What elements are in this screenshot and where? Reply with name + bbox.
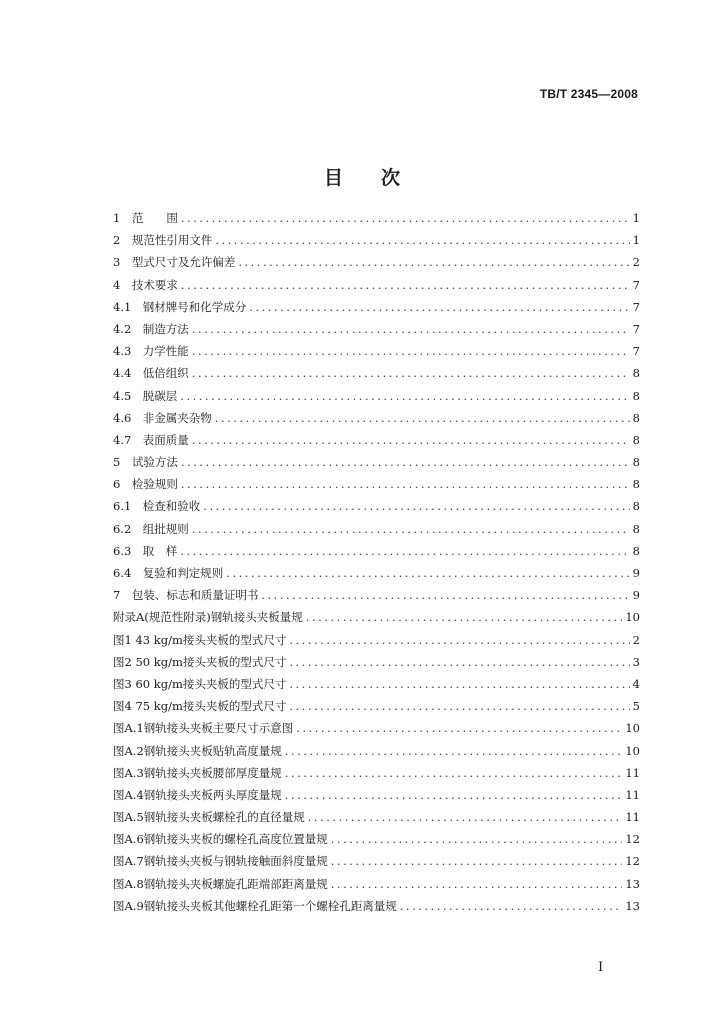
toc-leader-dots <box>181 455 630 469</box>
toc-leader-dots <box>203 499 629 513</box>
toc-entry[interactable] <box>113 720 640 742</box>
toc-entry[interactable] <box>113 765 640 787</box>
toc-entry-page: 8 <box>632 499 640 514</box>
toc-leader-dots <box>306 610 623 624</box>
toc-entry-label: 图1 43 kg/m接头夹板的型式尺寸 <box>113 632 287 647</box>
toc-entry-label: 6.4 复验和判定规则 <box>113 566 224 580</box>
toc-entry-label: 4.6 非金属夹杂物 <box>113 410 212 425</box>
toc-entry-label: 图4 75 kg/m接头夹板的型式尺寸 <box>113 699 287 714</box>
toc-entry-page: 7 <box>632 321 640 336</box>
toc-entry-label: 3 型式尺寸及允许偏差 <box>113 255 236 270</box>
toc-entry-page: 8 <box>632 366 640 381</box>
toc-entry[interactable] <box>113 632 640 654</box>
page-number: I <box>598 960 604 975</box>
toc-entry-page: 2 <box>632 255 640 270</box>
toc-entry-page: 8 <box>632 455 640 470</box>
toc-entry[interactable] <box>113 498 640 520</box>
toc-entry-page: 10 <box>625 743 640 758</box>
toc-entry-label: 5 试验方法 <box>113 455 178 470</box>
toc-entry-label: 4.2 制造方法 <box>113 321 189 336</box>
toc-entry-page: 7 <box>632 299 640 314</box>
toc-entry-page: 12 <box>625 854 640 869</box>
toc-leader-dots <box>289 677 629 691</box>
toc-leader-dots <box>285 788 623 802</box>
toc-entry[interactable] <box>113 743 640 765</box>
toc-leader-dots <box>331 877 623 891</box>
toc-entry-label: 7 包装、标志和质量证明书 <box>113 588 259 603</box>
toc-entry[interactable] <box>113 365 640 387</box>
toc-leader-dots <box>215 411 630 425</box>
toc-entry-label: 图A.1钢轨接头夹板主要尺寸示意图 <box>113 721 294 736</box>
toc-leader-dots <box>215 233 629 247</box>
toc-entry-page: 8 <box>632 432 640 447</box>
toc-entry-label: 4.4 低倍组织 <box>113 366 189 381</box>
toc-entry-page: 8 <box>632 521 640 536</box>
toc-leader-dots <box>226 566 629 580</box>
toc-leader-dots <box>238 255 629 269</box>
toc-entry-label: 4 技术要求 <box>113 277 178 292</box>
toc-entry[interactable] <box>113 299 640 321</box>
toc-entry-label: 图A.6钢轨接头夹板的螺栓孔高度位置量规 <box>113 832 328 847</box>
toc-entry-label: 图A.9钢轨接头夹板其他螺栓孔距第一个螺栓孔距离量规 <box>113 898 397 913</box>
toc-entry[interactable] <box>113 809 640 831</box>
toc-entry-label: 图A.3钢轨接头夹板腰部厚度量规 <box>113 765 282 780</box>
toc-entry[interactable] <box>113 521 640 543</box>
toc-leader-dots <box>296 721 622 735</box>
toc-entry[interactable] <box>113 787 640 809</box>
toc-entry[interactable] <box>113 654 640 676</box>
toc-entry[interactable] <box>113 254 640 276</box>
toc-leader-dots <box>289 633 629 647</box>
toc-leader-dots <box>180 544 629 558</box>
toc-entry[interactable] <box>113 476 640 498</box>
toc-entry-page: 10 <box>625 721 640 736</box>
toc-entry-label: 图3 60 kg/m接头夹板的型式尺寸 <box>113 676 287 691</box>
toc-entry-page: 13 <box>625 898 640 913</box>
toc-entry-page: 8 <box>632 410 640 425</box>
toc-entry-label: 4.5 脱碳层 <box>113 388 178 403</box>
toc-entry-page: 1 <box>632 211 640 225</box>
toc-entry-page: 11 <box>625 765 640 780</box>
toc-entry-page: 1 <box>632 233 640 248</box>
toc-leader-dots <box>192 433 630 447</box>
toc-title <box>0 163 724 190</box>
toc-entry-page: 9 <box>632 588 640 603</box>
toc-entry-page: 7 <box>632 344 640 359</box>
toc-entry-label: 图A.8钢轨接头夹板螺旋孔距端部距离量规 <box>113 876 328 891</box>
toc-entry[interactable] <box>113 432 640 454</box>
toc-entry-label: 6.2 组批规则 <box>113 521 189 536</box>
toc-entry[interactable] <box>113 853 640 875</box>
toc-entry-label: 6.1 检查和验收 <box>113 499 201 514</box>
toc-leader-dots <box>289 699 629 713</box>
toc-entry-label: 图A.7钢轨接头夹板与钢轨接触面斜度量规 <box>113 854 328 869</box>
toc-entry-label: 1 范 围 <box>113 211 178 225</box>
toc-entry[interactable] <box>113 587 640 609</box>
toc-leader-dots <box>192 522 630 536</box>
toc-entry-page: 5 <box>632 699 640 714</box>
toc-entry[interactable] <box>113 232 640 254</box>
toc-entry[interactable] <box>113 388 640 410</box>
toc-entry-page: 11 <box>625 810 640 825</box>
toc-entry-label: 6.3 取 样 <box>113 543 178 558</box>
toc-title-char-1: 目 <box>323 167 343 189</box>
toc-leader-dots <box>289 655 629 669</box>
toc-leader-dots <box>192 322 630 336</box>
toc-leader-dots <box>285 766 623 780</box>
toc-entry-page: 11 <box>625 787 640 802</box>
toc-entry-page: 10 <box>625 610 640 625</box>
toc-list <box>113 210 640 920</box>
toc-entry-page: 7 <box>632 277 640 292</box>
toc-leader-dots <box>181 278 630 292</box>
toc-entry[interactable] <box>113 277 640 299</box>
toc-entry[interactable] <box>113 609 640 631</box>
toc-leader-dots <box>285 744 623 758</box>
toc-entry[interactable] <box>113 876 640 898</box>
toc-entry-page: 9 <box>632 566 640 580</box>
toc-leader-dots <box>192 366 630 380</box>
toc-leader-dots <box>331 854 623 868</box>
toc-entry-page: 8 <box>632 543 640 558</box>
toc-leader-dots <box>181 477 630 491</box>
toc-entry-label: 图A.2钢轨接头夹板贴轨高度量规 <box>113 743 282 758</box>
toc-entry[interactable] <box>113 454 640 476</box>
toc-entry[interactable] <box>113 543 640 565</box>
toc-entry-label: 4.1 钢材牌号和化学成分 <box>113 299 247 314</box>
toc-entry-label: 图2 50 kg/m接头夹板的型式尺寸 <box>113 654 287 669</box>
toc-entry-label: 图A.5钢轨接头夹板螺栓孔的直径量规 <box>113 810 305 825</box>
toc-entry-label: 4.3 力学性能 <box>113 344 189 359</box>
toc-entry[interactable] <box>113 410 640 432</box>
document-code: TB/T 2345—2008 <box>539 87 638 101</box>
toc-leader-dots <box>192 344 630 358</box>
toc-entry-label: 6 检验规则 <box>113 477 178 492</box>
toc-entry-label: 4.7 表面质量 <box>113 432 189 447</box>
toc-entry-page: 4 <box>632 676 640 691</box>
toc-entry-page: 12 <box>625 832 640 847</box>
toc-leader-dots <box>308 810 623 824</box>
toc-entry[interactable] <box>113 343 640 365</box>
toc-leader-dots <box>180 389 629 403</box>
toc-entry[interactable] <box>113 321 640 343</box>
toc-leader-dots <box>400 899 623 913</box>
toc-entry-label: 2 规范性引用文件 <box>113 233 213 248</box>
toc-entry-page: 2 <box>632 632 640 647</box>
toc-entry-page: 8 <box>632 477 640 492</box>
toc-title-char-2: 次 <box>381 167 401 189</box>
toc-entry[interactable] <box>113 565 640 587</box>
toc-entry-label: 附录A(规范性附录)钢轨接头夹板量规 <box>113 610 303 625</box>
toc-entry[interactable] <box>113 831 640 853</box>
toc-entry[interactable] <box>113 698 640 720</box>
toc-entry-label: 图A.4钢轨接头夹板两头厚度量规 <box>113 787 282 802</box>
toc-leader-dots <box>181 211 630 225</box>
toc-entry-page: 8 <box>632 388 640 403</box>
toc-leader-dots <box>261 588 629 602</box>
toc-entry[interactable] <box>113 210 640 232</box>
toc-leader-dots <box>249 300 629 314</box>
toc-entry[interactable] <box>113 676 640 698</box>
toc-entry[interactable] <box>113 898 640 920</box>
toc-entry-page: 13 <box>625 876 640 891</box>
toc-leader-dots <box>331 832 623 846</box>
toc-entry-page: 3 <box>632 654 640 669</box>
